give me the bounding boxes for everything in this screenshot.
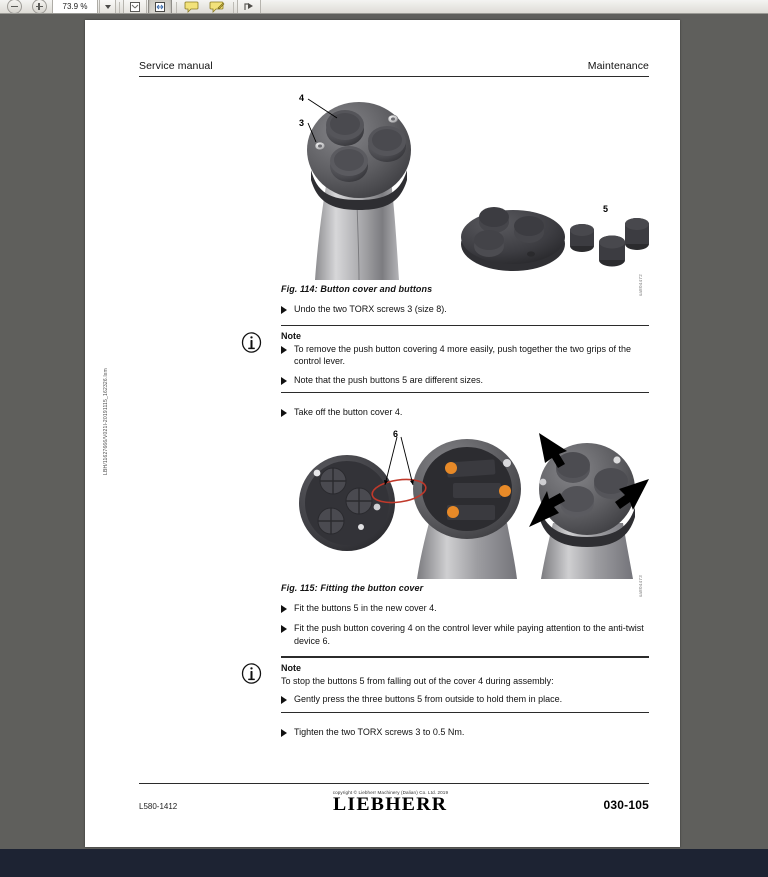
note-bottom-rule [281, 712, 649, 713]
footer-page-number: 030-105 [603, 798, 649, 812]
step-tighten-screws [281, 726, 649, 739]
toolbar-separator [176, 2, 177, 14]
header-left-text: Service manual [139, 60, 213, 72]
note-item-text: To remove the push button covering 4 more easily, push together the two grips of the control lever. [294, 343, 632, 367]
step-fit-buttons [281, 602, 649, 615]
sticky-note-icon [184, 0, 200, 13]
info-icon [241, 663, 262, 684]
figure-115-caption: Fig. 115: Fitting the button cover [281, 582, 424, 593]
chevron-down-icon [105, 5, 111, 9]
minus-circle-icon [7, 0, 22, 14]
export-button[interactable] [237, 0, 261, 14]
toolbar-separator [233, 2, 234, 14]
note-item [281, 693, 649, 706]
triangle-bullet-icon [281, 696, 287, 704]
figure-114-caption: Fig. 114: Button cover and buttons [281, 284, 433, 294]
callout-6-label: 6 [393, 428, 399, 439]
zoom-dropdown-button[interactable] [99, 0, 116, 14]
fit-page-button[interactable] [123, 0, 147, 14]
fit-width-button[interactable] [148, 0, 172, 14]
page-footer [139, 783, 649, 813]
sticky-note-pencil-icon [209, 0, 225, 13]
note-block-1 [281, 325, 649, 394]
highlight-note-button[interactable] [205, 0, 229, 14]
note-title: Note [281, 330, 301, 341]
callout-5-label: 5 [603, 204, 609, 214]
button-cover-fitting-illustration [281, 427, 649, 579]
document-id-vertical: LBH/11627666/V021I-20191115_162326.lxm [103, 368, 109, 475]
callout-4-label: 4 [299, 93, 305, 103]
callout-3-label: 3 [299, 118, 305, 128]
figure-114 [281, 84, 649, 297]
footer-copyright: copyright © Liebherr Machinery (Dalian) Co. Ltd. 2019 [332, 790, 449, 795]
step-text: Fit the buttons 5 in the new cover 4. [294, 602, 437, 613]
step-undo-screws [281, 303, 649, 316]
toolbar-separator [119, 2, 120, 14]
zoom-level-input[interactable]: 73.9 % [52, 0, 98, 14]
note-block-2 [281, 656, 649, 712]
note-bottom-rule [281, 392, 649, 393]
triangle-bullet-icon [281, 377, 287, 385]
header-right-text: Maintenance [587, 60, 649, 72]
triangle-bullet-icon [281, 605, 287, 613]
zoom-in-button[interactable] [27, 0, 51, 14]
export-icon [242, 1, 256, 13]
footer-brand-block [177, 790, 603, 813]
step-text: Undo the two TORX screws 3 (size 8). [294, 304, 447, 314]
bottom-status-bar [0, 849, 768, 877]
triangle-bullet-icon [281, 625, 287, 633]
triangle-bullet-icon [281, 409, 287, 417]
note-item-text: Note that the push buttons 5 are different sizes. [294, 374, 483, 385]
viewer-toolbar [0, 0, 768, 14]
note-item-text: Gently press the three buttons 5 from outside to hold them in place. [294, 694, 563, 705]
step-fit-covering [281, 622, 649, 647]
triangle-bullet-icon [281, 346, 287, 354]
page-header [139, 60, 649, 77]
footer-document-number: L580-1412 [139, 802, 178, 811]
pdf-page [85, 20, 680, 847]
liebherr-logo: LIEBHERR [333, 794, 448, 815]
plus-circle-icon [32, 0, 47, 14]
joystick-exploded-illustration [281, 84, 649, 280]
note-title: Note [281, 662, 301, 673]
figure-115-image-code: sa804473 [638, 574, 643, 598]
step-take-off-cover [281, 406, 649, 419]
figure-115 [281, 427, 649, 598]
step-text: Tighten the two TORX screws 3 to 0.5 Nm. [294, 726, 465, 737]
step-text: Take off the button cover 4. [294, 407, 403, 418]
step-text: Fit the push button covering 4 on the control lever while paying attention to the anti-twist device 6. [294, 623, 644, 646]
page-content [281, 84, 649, 746]
note-item [281, 343, 649, 368]
note-lead-text: To stop the buttons 5 from falling out of the cover 4 during assembly: [281, 675, 554, 686]
triangle-bullet-icon [281, 729, 287, 737]
zoom-out-button[interactable] [2, 0, 26, 14]
add-note-button[interactable] [180, 0, 204, 14]
fit-width-icon [153, 1, 167, 13]
figure-114-image-code: sa804472 [638, 274, 643, 297]
document-viewport[interactable] [0, 14, 768, 849]
note-item [281, 374, 649, 387]
info-icon [241, 332, 262, 353]
triangle-bullet-icon [281, 306, 287, 314]
fit-page-icon [128, 1, 142, 13]
